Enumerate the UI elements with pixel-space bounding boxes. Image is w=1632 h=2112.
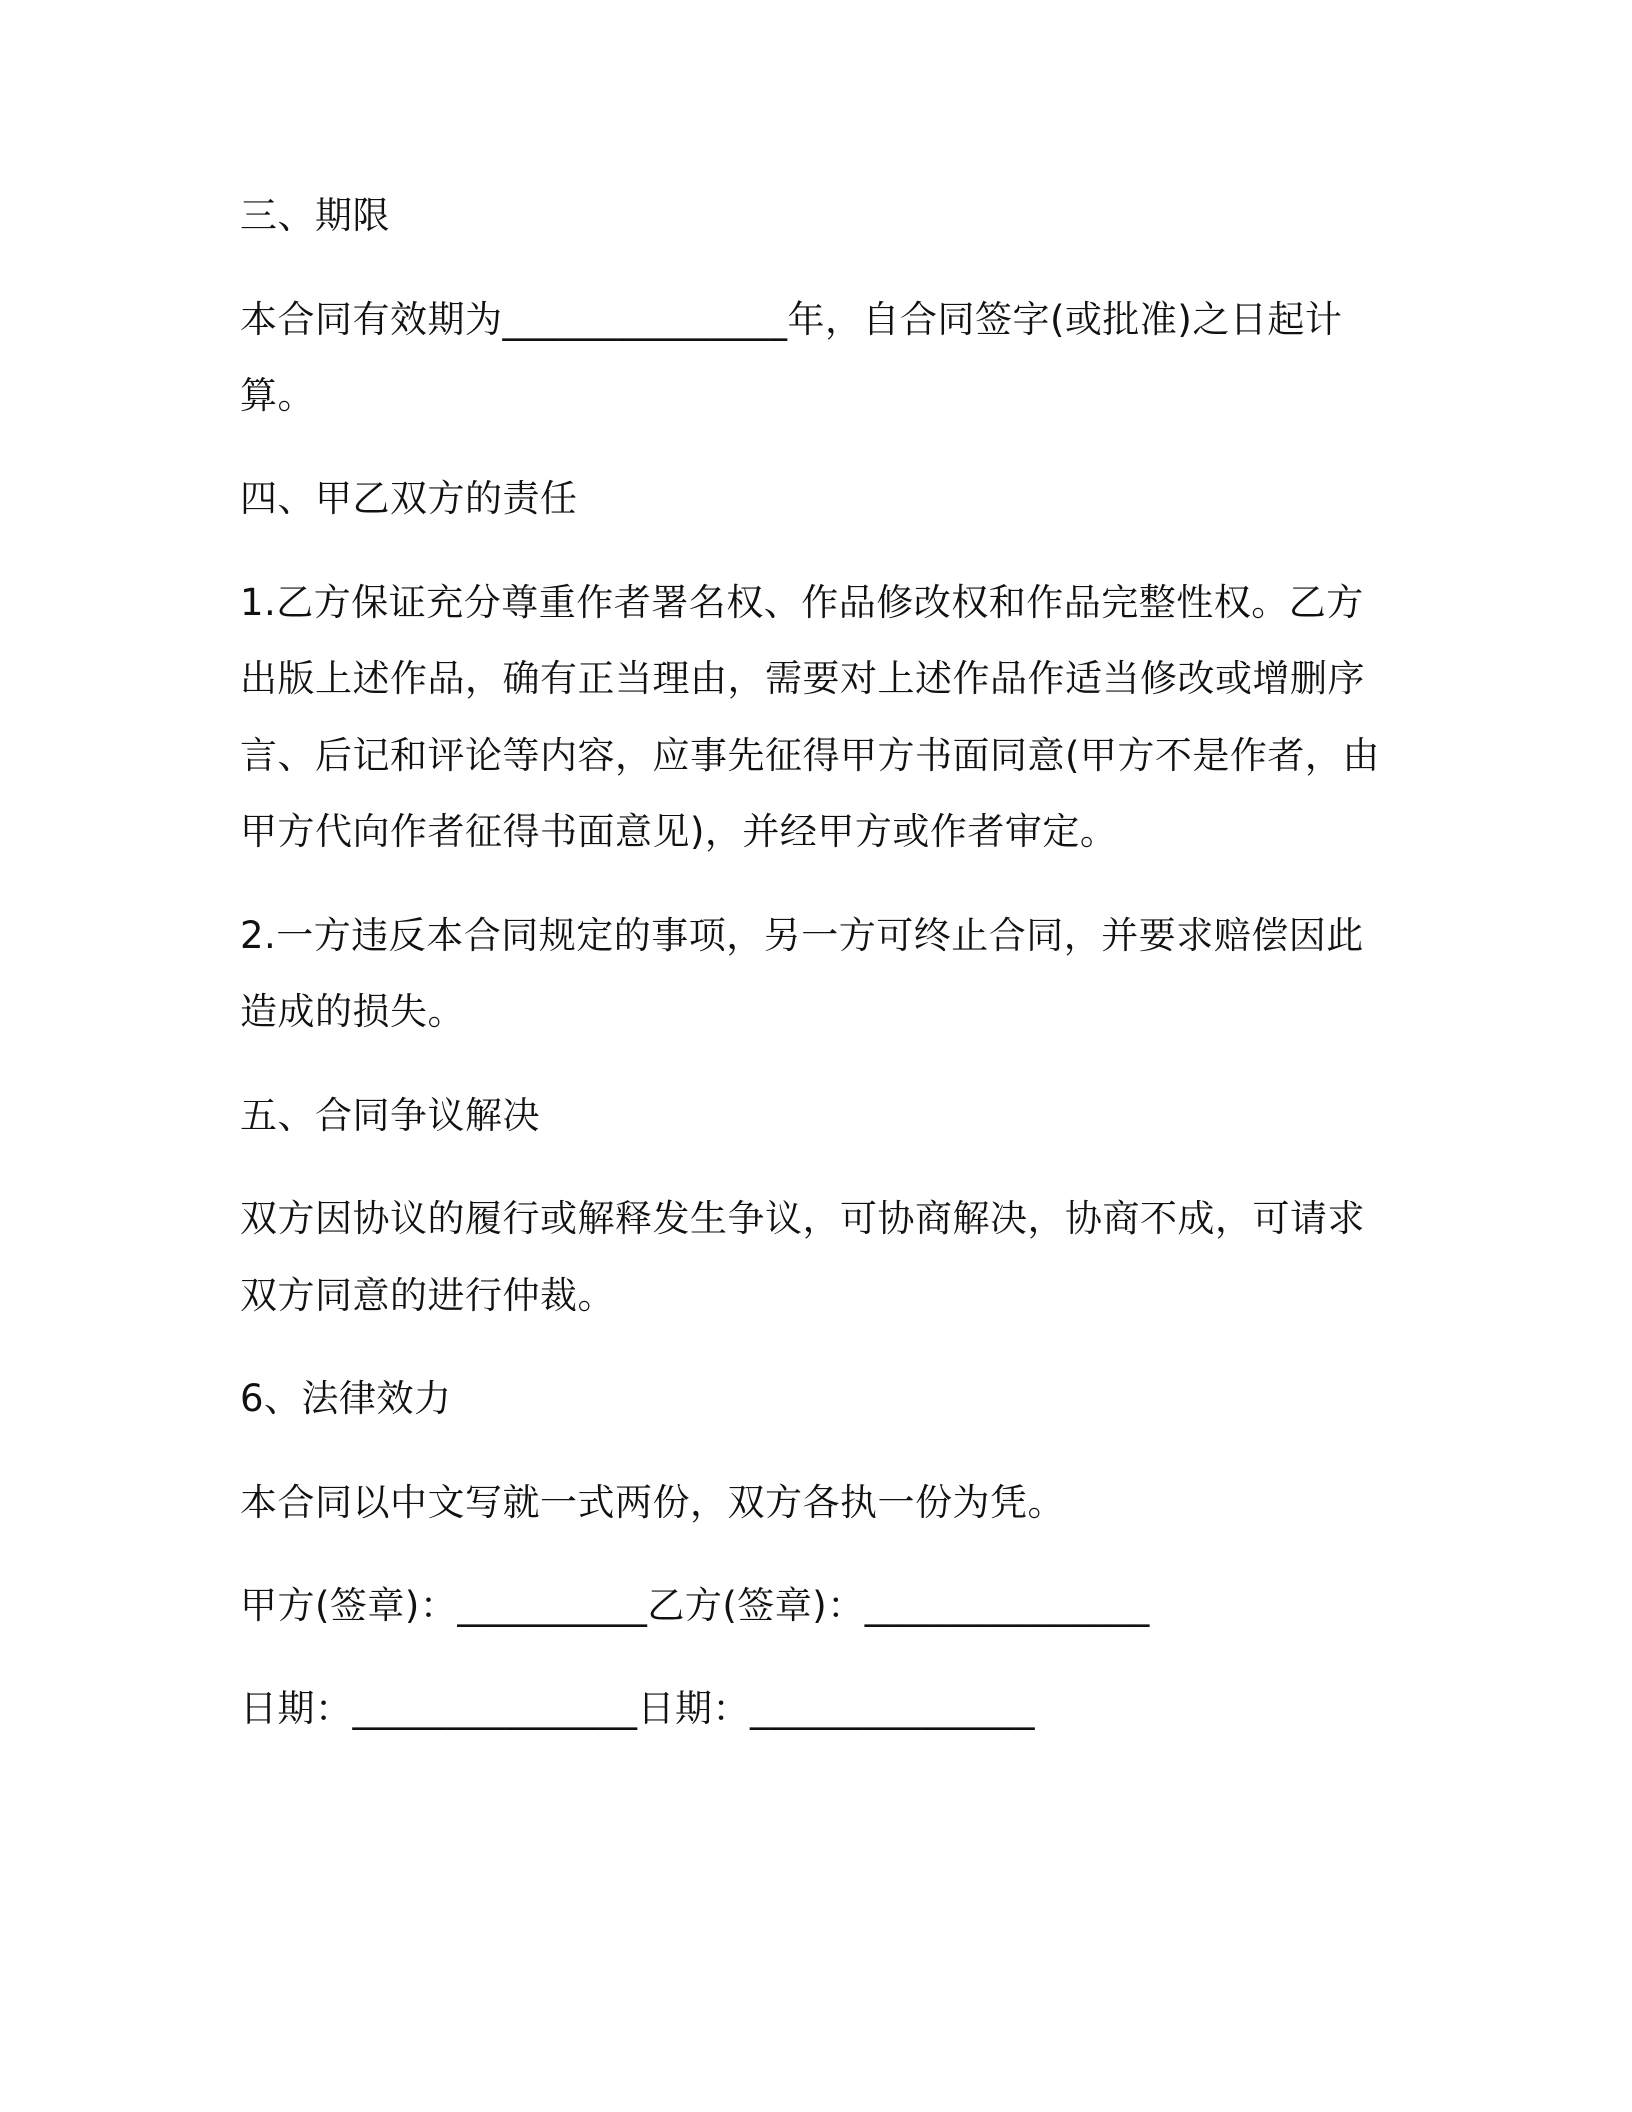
term-paragraph-line-2: 算。 <box>240 374 315 417</box>
date-line: 日期：_______________日期：_______________ <box>240 1687 1035 1730</box>
section-heading-responsibilities: 四、甲乙双方的责任 <box>240 477 578 520</box>
responsibility-1-line-3: 言、后记和评论等内容，应事先征得甲方书面同意(甲方不是作者，由 <box>240 734 1380 777</box>
section-heading-dispute: 五、合同争议解决 <box>240 1094 540 1137</box>
section-heading-legal-effect: 6、法律效力 <box>240 1377 452 1420</box>
section-heading-term: 三、期限 <box>240 194 390 237</box>
responsibility-1-line-2: 出版上述作品，确有正当理由，需要对上述作品作适当修改或增删序 <box>240 657 1365 700</box>
signature-line: 甲方(签章)：__________乙方(签章)：_______________ <box>240 1584 1150 1627</box>
responsibility-1-line-1: 1.乙方保证充分尊重作者署名权、作品修改权和作品完整性权。乙方 <box>240 581 1364 624</box>
responsibility-2-line-1: 2.一方违反本合同规定的事项，另一方可终止合同，并要求赔偿因此 <box>240 914 1364 957</box>
document-page <box>240 0 1400 2112</box>
responsibility-2-line-2: 造成的损失。 <box>240 990 465 1033</box>
dispute-paragraph-line-1: 双方因协议的履行或解释发生争议，可协商解决，协商不成，可请求 <box>240 1197 1365 1240</box>
term-paragraph-line-1: 本合同有效期为_______________年，自合同签字(或批准)之日起计 <box>240 298 1343 341</box>
legal-effect-paragraph: 本合同以中文写就一式两份，双方各执一份为凭。 <box>240 1481 1065 1524</box>
responsibility-1-line-4: 甲方代向作者征得书面意见)，并经甲方或作者审定。 <box>240 810 1118 853</box>
dispute-paragraph-line-2: 双方同意的进行仲裁。 <box>240 1274 615 1317</box>
